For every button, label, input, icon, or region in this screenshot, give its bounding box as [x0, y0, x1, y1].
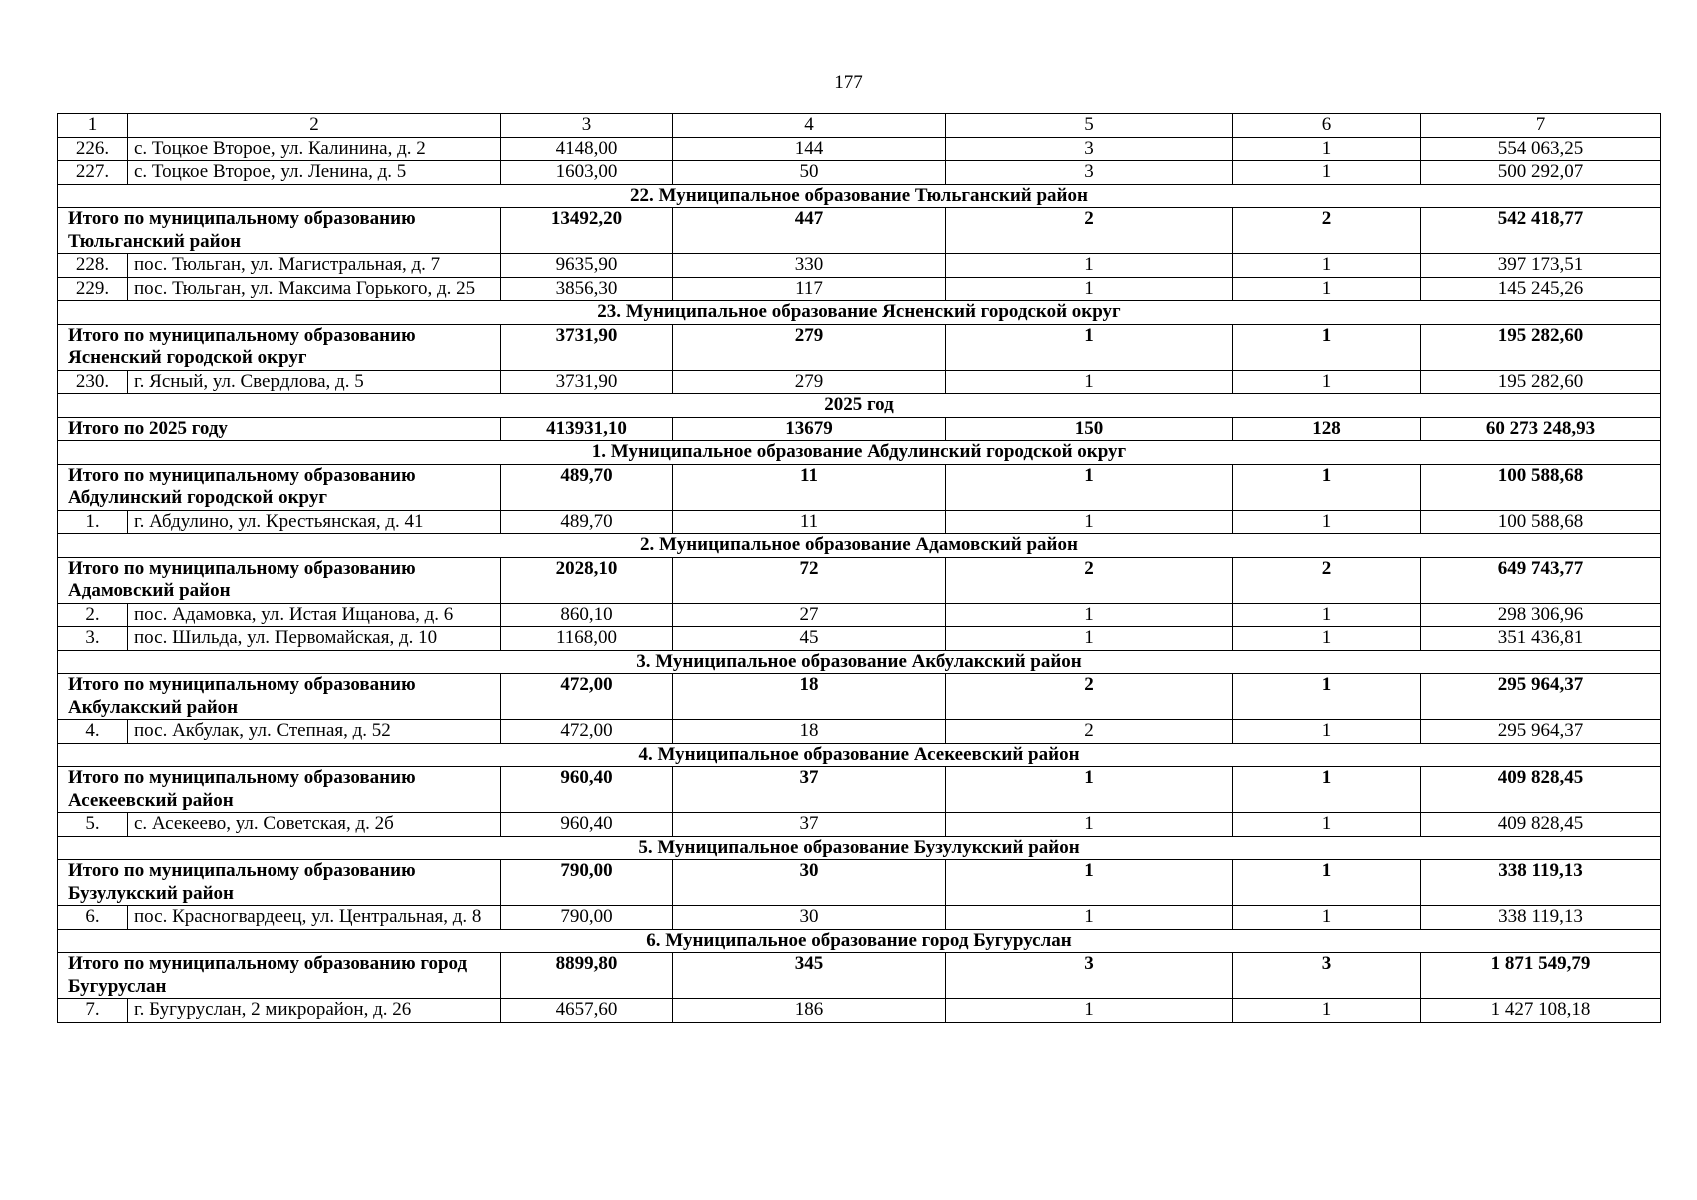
total-residents: 30	[673, 860, 946, 906]
address: с. Тоцкое Второе, ул. Ленина, д. 5	[128, 161, 501, 185]
total-area: 790,00	[501, 860, 673, 906]
table-row	[58, 254, 1661, 278]
cost: 338 119,13	[1421, 906, 1661, 930]
residents: 18	[673, 720, 946, 744]
column-number: 4	[673, 114, 946, 138]
column-number: 6	[1233, 114, 1421, 138]
section-title: 6. Муниципальное образование город Бугуруслан	[58, 929, 1661, 953]
total-label: Итого по муниципальному образованию Акбулакский район	[58, 674, 501, 720]
residents: 330	[673, 254, 946, 278]
area: 960,40	[501, 813, 673, 837]
row-number: 1.	[58, 510, 128, 534]
systems-count: 1	[1233, 720, 1421, 744]
systems-count: 1	[1233, 813, 1421, 837]
total-row	[58, 860, 1661, 906]
systems-count: 1	[1233, 277, 1421, 301]
section-title: 1. Муниципальное образование Абдулинский городской округ	[58, 441, 1661, 465]
section-header-row	[58, 929, 1661, 953]
residents: 45	[673, 627, 946, 651]
cost: 409 828,45	[1421, 813, 1661, 837]
total-cost: 649 743,77	[1421, 557, 1661, 603]
total-cost: 542 418,77	[1421, 208, 1661, 254]
area: 4148,00	[501, 137, 673, 161]
total-residents: 13679	[673, 417, 946, 441]
area: 790,00	[501, 906, 673, 930]
address: пос. Тюльган, ул. Магистральная, д. 7	[128, 254, 501, 278]
total-residents: 447	[673, 208, 946, 254]
section-title: 2. Муниципальное образование Адамовский район	[58, 534, 1661, 558]
buildings-count: 3	[946, 137, 1233, 161]
section-header-row	[58, 650, 1661, 674]
row-number: 230.	[58, 370, 128, 394]
total-area: 13492,20	[501, 208, 673, 254]
residents: 144	[673, 137, 946, 161]
total-label: Итого по муниципальному образованию Адамовский район	[58, 557, 501, 603]
total-systems-count: 1	[1233, 860, 1421, 906]
row-number: 3.	[58, 627, 128, 651]
address: пос. Акбулак, ул. Степная, д. 52	[128, 720, 501, 744]
buildings-count: 1	[946, 277, 1233, 301]
total-cost: 60 273 248,93	[1421, 417, 1661, 441]
total-cost: 100 588,68	[1421, 464, 1661, 510]
cost: 1 427 108,18	[1421, 999, 1661, 1023]
cost: 351 436,81	[1421, 627, 1661, 651]
column-number: 1	[58, 114, 128, 138]
table-row	[58, 720, 1661, 744]
row-number: 4.	[58, 720, 128, 744]
apartment-buildings-table	[57, 113, 1661, 1023]
total-row	[58, 674, 1661, 720]
address: пос. Шильда, ул. Первомайская, д. 10	[128, 627, 501, 651]
area: 472,00	[501, 720, 673, 744]
total-systems-count: 1	[1233, 674, 1421, 720]
address: с. Тоцкое Второе, ул. Калинина, д. 2	[128, 137, 501, 161]
section-header-row	[58, 534, 1661, 558]
residents: 11	[673, 510, 946, 534]
section-header-row	[58, 441, 1661, 465]
address: пос. Адамовка, ул. Истая Ищанова, д. 6	[128, 603, 501, 627]
total-area: 489,70	[501, 464, 673, 510]
section-header-row	[58, 394, 1661, 418]
total-row	[58, 557, 1661, 603]
address: г. Бугуруслан, 2 микрорайон, д. 26	[128, 999, 501, 1023]
cost: 100 588,68	[1421, 510, 1661, 534]
total-buildings-count: 150	[946, 417, 1233, 441]
cost: 298 306,96	[1421, 603, 1661, 627]
row-number: 6.	[58, 906, 128, 930]
systems-count: 1	[1233, 999, 1421, 1023]
total-area: 413931,10	[501, 417, 673, 441]
total-buildings-count: 1	[946, 860, 1233, 906]
total-systems-count: 3	[1233, 953, 1421, 999]
residents: 30	[673, 906, 946, 930]
row-number: 5.	[58, 813, 128, 837]
buildings-count: 3	[946, 161, 1233, 185]
cost: 554 063,25	[1421, 137, 1661, 161]
column-number: 5	[946, 114, 1233, 138]
column-number-row	[58, 114, 1661, 138]
section-header-row	[58, 743, 1661, 767]
page-number: 177	[834, 72, 863, 93]
column-number: 2	[128, 114, 501, 138]
total-residents: 72	[673, 557, 946, 603]
total-label: Итого по муниципальному образованию Тюльганский район	[58, 208, 501, 254]
row-number: 227.	[58, 161, 128, 185]
section-title: 2025 год	[58, 394, 1661, 418]
table-row	[58, 137, 1661, 161]
section-header-row	[58, 836, 1661, 860]
total-label: Итого по муниципальному образованию город Бугуруслан	[58, 953, 501, 999]
cost: 295 964,37	[1421, 720, 1661, 744]
total-area: 472,00	[501, 674, 673, 720]
total-label: Итого по муниципальному образованию Асекеевский район	[58, 767, 501, 813]
area: 9635,90	[501, 254, 673, 278]
address: пос. Красногвардеец, ул. Центральная, д. 8	[128, 906, 501, 930]
cost: 397 173,51	[1421, 254, 1661, 278]
section-title: 23. Муниципальное образование Ясненский городской округ	[58, 301, 1661, 325]
total-row	[58, 324, 1661, 370]
buildings-count: 1	[946, 370, 1233, 394]
total-residents: 279	[673, 324, 946, 370]
total-buildings-count: 2	[946, 557, 1233, 603]
total-row	[58, 953, 1661, 999]
total-buildings-count: 2	[946, 208, 1233, 254]
total-area: 960,40	[501, 767, 673, 813]
table-row	[58, 277, 1661, 301]
section-title: 5. Муниципальное образование Бузулукский район	[58, 836, 1661, 860]
row-number: 226.	[58, 137, 128, 161]
buildings-count: 1	[946, 627, 1233, 651]
residents: 186	[673, 999, 946, 1023]
total-cost: 1 871 549,79	[1421, 953, 1661, 999]
area: 3856,30	[501, 277, 673, 301]
total-cost: 338 119,13	[1421, 860, 1661, 906]
total-label: Итого по 2025 году	[58, 417, 501, 441]
total-area: 8899,80	[501, 953, 673, 999]
section-title: 22. Муниципальное образование Тюльганский район	[58, 184, 1661, 208]
total-row	[58, 464, 1661, 510]
total-area: 2028,10	[501, 557, 673, 603]
total-systems-count: 1	[1233, 767, 1421, 813]
address: с. Асекеево, ул. Советская, д. 2б	[128, 813, 501, 837]
total-residents: 37	[673, 767, 946, 813]
buildings-count: 1	[946, 999, 1233, 1023]
area: 1603,00	[501, 161, 673, 185]
table-row	[58, 999, 1661, 1023]
table-row	[58, 906, 1661, 930]
systems-count: 1	[1233, 161, 1421, 185]
row-number: 228.	[58, 254, 128, 278]
systems-count: 1	[1233, 137, 1421, 161]
total-buildings-count: 1	[946, 324, 1233, 370]
total-label: Итого по муниципальному образованию Бузулукский район	[58, 860, 501, 906]
column-number: 3	[501, 114, 673, 138]
buildings-count: 1	[946, 813, 1233, 837]
row-number: 229.	[58, 277, 128, 301]
buildings-count: 1	[946, 603, 1233, 627]
systems-count: 1	[1233, 627, 1421, 651]
section-title: 4. Муниципальное образование Асекеевский район	[58, 743, 1661, 767]
section-header-row	[58, 184, 1661, 208]
residents: 279	[673, 370, 946, 394]
buildings-count: 2	[946, 720, 1233, 744]
area: 4657,60	[501, 999, 673, 1023]
area: 1168,00	[501, 627, 673, 651]
cost: 195 282,60	[1421, 370, 1661, 394]
total-systems-count: 128	[1233, 417, 1421, 441]
total-systems-count: 1	[1233, 464, 1421, 510]
total-area: 3731,90	[501, 324, 673, 370]
total-label: Итого по муниципальному образованию Абдулинский городской округ	[58, 464, 501, 510]
table-body	[58, 137, 1661, 1022]
table-row	[58, 813, 1661, 837]
table-row	[58, 161, 1661, 185]
table-row	[58, 510, 1661, 534]
area: 860,10	[501, 603, 673, 627]
total-buildings-count: 3	[946, 953, 1233, 999]
address: г. Абдулино, ул. Крестьянская, д. 41	[128, 510, 501, 534]
systems-count: 1	[1233, 603, 1421, 627]
cost: 145 245,26	[1421, 277, 1661, 301]
total-residents: 11	[673, 464, 946, 510]
total-label: Итого по муниципальному образованию Ясненский городской округ	[58, 324, 501, 370]
total-systems-count: 2	[1233, 557, 1421, 603]
table-row	[58, 370, 1661, 394]
column-number: 7	[1421, 114, 1661, 138]
residents: 117	[673, 277, 946, 301]
cost: 500 292,07	[1421, 161, 1661, 185]
total-cost: 409 828,45	[1421, 767, 1661, 813]
buildings-count: 1	[946, 906, 1233, 930]
buildings-count: 1	[946, 254, 1233, 278]
area: 3731,90	[501, 370, 673, 394]
systems-count: 1	[1233, 254, 1421, 278]
address: г. Ясный, ул. Свердлова, д. 5	[128, 370, 501, 394]
area: 489,70	[501, 510, 673, 534]
total-residents: 18	[673, 674, 946, 720]
address: пос. Тюльган, ул. Максима Горького, д. 25	[128, 277, 501, 301]
residents: 50	[673, 161, 946, 185]
section-header-row	[58, 301, 1661, 325]
total-cost: 195 282,60	[1421, 324, 1661, 370]
section-title: 3. Муниципальное образование Акбулакский район	[58, 650, 1661, 674]
systems-count: 1	[1233, 370, 1421, 394]
total-buildings-count: 2	[946, 674, 1233, 720]
total-buildings-count: 1	[946, 464, 1233, 510]
total-row	[58, 208, 1661, 254]
total-buildings-count: 1	[946, 767, 1233, 813]
systems-count: 1	[1233, 906, 1421, 930]
residents: 27	[673, 603, 946, 627]
total-row	[58, 417, 1661, 441]
row-number: 2.	[58, 603, 128, 627]
total-systems-count: 2	[1233, 208, 1421, 254]
systems-count: 1	[1233, 510, 1421, 534]
total-cost: 295 964,37	[1421, 674, 1661, 720]
total-systems-count: 1	[1233, 324, 1421, 370]
buildings-count: 1	[946, 510, 1233, 534]
table-row	[58, 627, 1661, 651]
table-row	[58, 603, 1661, 627]
residents: 37	[673, 813, 946, 837]
total-residents: 345	[673, 953, 946, 999]
row-number: 7.	[58, 999, 128, 1023]
total-row	[58, 767, 1661, 813]
